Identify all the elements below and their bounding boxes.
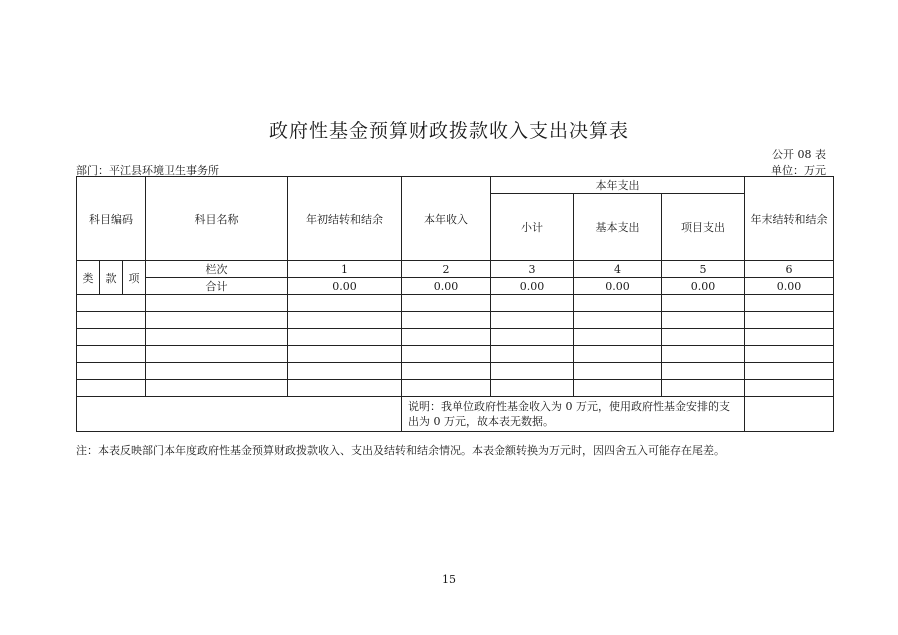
footnote: 注：本表反映部门本年度政府性基金预算财政拨款收入、支出及结转和结余情况。本表金额转换为万元时，因四舍五入可能存在尾差。 [76, 444, 725, 457]
table-cell [77, 329, 146, 346]
total-value: 0.00 [745, 278, 834, 295]
header-lei: 类 [77, 261, 100, 295]
table-cell [77, 312, 146, 329]
header-expense-group: 本年支出 [491, 177, 745, 194]
table-cell [77, 295, 146, 312]
table-cell [745, 380, 834, 397]
total-value: 0.00 [574, 278, 662, 295]
table-cell [146, 329, 288, 346]
header-name: 科目名称 [146, 177, 288, 261]
column-row-label: 栏次 [146, 261, 288, 278]
column-number: 4 [574, 261, 662, 278]
table-cell [574, 295, 662, 312]
total-value: 0.00 [288, 278, 402, 295]
table-cell [146, 312, 288, 329]
header-kuan: 款 [100, 261, 123, 295]
table-cell [402, 363, 491, 380]
table-row [77, 295, 834, 312]
table-cell [574, 346, 662, 363]
page-number: 15 [442, 573, 456, 586]
header-begin-balance: 年初结转和结余 [288, 177, 402, 261]
department-label: 部门：平江县环境卫生事务所 [76, 164, 219, 177]
table-cell [662, 363, 745, 380]
table-cell [745, 329, 834, 346]
table-row [77, 329, 834, 346]
table-cell [574, 363, 662, 380]
table-cell [491, 380, 574, 397]
header-income: 本年收入 [402, 177, 491, 261]
table-row [77, 346, 834, 363]
column-number: 2 [402, 261, 491, 278]
table-cell [745, 312, 834, 329]
table-cell [574, 312, 662, 329]
table-cell [662, 346, 745, 363]
table-cell [662, 329, 745, 346]
table-cell [146, 295, 288, 312]
table-cell [745, 295, 834, 312]
table-cell [745, 346, 834, 363]
table-cell [491, 363, 574, 380]
table-cell [574, 329, 662, 346]
header-xiang: 项 [123, 261, 146, 295]
header-code: 科目编码 [77, 177, 146, 261]
header-project: 项目支出 [662, 194, 745, 261]
table-cell [77, 363, 146, 380]
table-cell [402, 295, 491, 312]
header-subtotal: 小计 [491, 194, 574, 261]
form-number: 公开 08 表 [772, 148, 826, 161]
table-cell [146, 346, 288, 363]
table-cell [402, 312, 491, 329]
table-cell [402, 380, 491, 397]
total-value: 0.00 [491, 278, 574, 295]
table-cell [662, 295, 745, 312]
note-blank-cell [77, 397, 402, 432]
table-cell [491, 295, 574, 312]
note-end-cell [745, 397, 834, 432]
total-value: 0.00 [662, 278, 745, 295]
table-cell [146, 363, 288, 380]
table-cell [288, 312, 402, 329]
table-cell [288, 363, 402, 380]
table-row [77, 363, 834, 380]
table-cell [146, 380, 288, 397]
total-value: 0.00 [402, 278, 491, 295]
table-cell [288, 380, 402, 397]
table-cell [662, 312, 745, 329]
table-cell [402, 329, 491, 346]
budget-table [76, 176, 834, 432]
note-cell: 说明：我单位政府性基金收入为 0 万元，使用政府性基金安排的支出为 0 万元，故本表无数据。 [402, 397, 745, 432]
table-row [77, 312, 834, 329]
table-cell [491, 329, 574, 346]
column-number: 5 [662, 261, 745, 278]
unit-label: 单位：万元 [771, 164, 826, 177]
table-cell [402, 346, 491, 363]
header-end-balance: 年末结转和结余 [745, 177, 834, 261]
table-cell [77, 346, 146, 363]
column-number: 6 [745, 261, 834, 278]
table-cell [745, 363, 834, 380]
note-row [77, 397, 834, 432]
column-number: 3 [491, 261, 574, 278]
table-cell [491, 312, 574, 329]
table-cell [288, 346, 402, 363]
header-basic: 基本支出 [574, 194, 662, 261]
table-cell [662, 380, 745, 397]
table-cell [491, 346, 574, 363]
table-cell [288, 295, 402, 312]
page-title: 政府性基金预算财政拨款收入支出决算表 [268, 120, 629, 142]
table-cell [288, 329, 402, 346]
total-row-label: 合计 [146, 278, 288, 295]
column-number: 1 [288, 261, 402, 278]
table-cell [574, 380, 662, 397]
table-cell [77, 380, 146, 397]
table-row [77, 380, 834, 397]
